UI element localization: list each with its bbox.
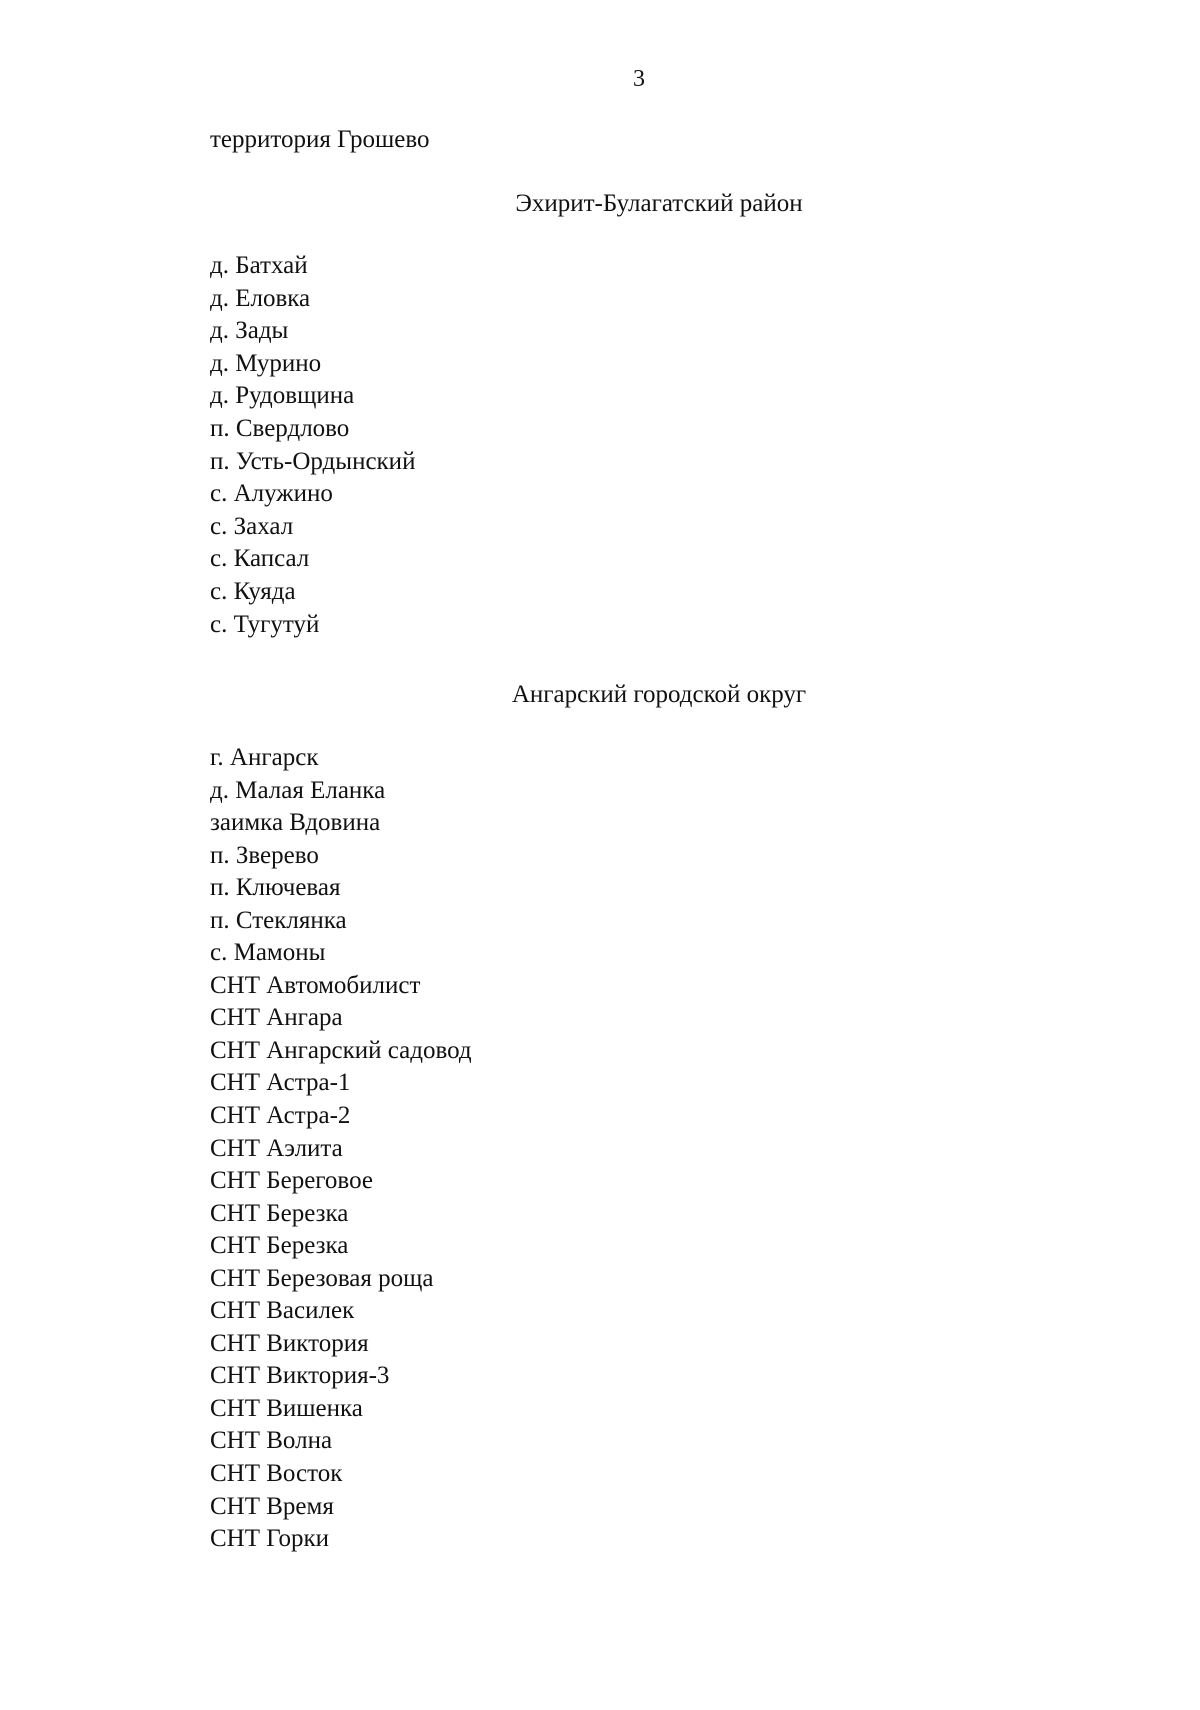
list-item: СНТ Аэлита [210, 1134, 343, 1162]
list-item: СНТ Восток [210, 1460, 343, 1488]
list-item: с. Тугутуй [210, 610, 320, 638]
list-item: заимка Вдовина [210, 809, 381, 837]
list-item: д. Еловка [210, 284, 311, 312]
list-item: д. Батхай [210, 252, 308, 279]
list-item: СНТ Время [210, 1492, 334, 1520]
list-item: СНТ Березовая роща [210, 1264, 434, 1292]
list-item: СНТ Горки [210, 1525, 330, 1553]
settlement-list-angarsk [210, 742, 472, 1556]
section-heading-ekhirit: Эхирит-Булагатский район [515, 190, 803, 217]
list-item: СНТ Вишенка [210, 1394, 363, 1422]
list-item: д. Малая Еланка [210, 776, 386, 804]
list-item: СНТ Березка [210, 1232, 349, 1260]
list-item: д. Мурино [210, 349, 322, 377]
list-item: СНТ Виктория-3 [210, 1362, 390, 1390]
list-item: д. Зады [210, 317, 289, 345]
list-item: СНТ Березка [210, 1199, 349, 1227]
settlement-list-ekhirit [210, 250, 415, 641]
list-item: г. Ангарск [210, 744, 319, 771]
page-number: 3 [633, 66, 645, 92]
list-item: п. Ключевая [210, 874, 341, 902]
list-item: п. Стеклянка [210, 906, 347, 934]
list-item: СНТ Василек [210, 1297, 355, 1325]
list-item: СНТ Астра-2 [210, 1102, 351, 1130]
list-item: СНТ Астра-1 [210, 1069, 351, 1097]
list-item: с. Куяда [210, 577, 296, 605]
list-item: с. Капсал [210, 545, 310, 573]
list-item: СНТ Ангарский садовод [210, 1036, 472, 1064]
intro-line: территория Грошево [210, 126, 430, 153]
section-heading-angarsk: Ангарский городской округ [511, 681, 807, 708]
list-item: СНТ Виктория [210, 1329, 369, 1357]
list-item: с. Алужино [210, 480, 333, 508]
list-item: п. Зверево [210, 841, 319, 869]
list-item: п. Усть-Ордынский [210, 447, 416, 475]
list-item: п. Свердлово [210, 414, 350, 442]
list-item: СНТ Волна [210, 1427, 333, 1455]
list-item: СНТ Ангара [210, 1004, 343, 1032]
list-item: с. Захал [210, 512, 294, 540]
list-item: д. Рудовщина [210, 382, 355, 410]
list-item: с. Мамоны [210, 939, 326, 967]
list-item: СНТ Береговое [210, 1167, 373, 1195]
list-item: СНТ Автомобилист [210, 971, 421, 999]
